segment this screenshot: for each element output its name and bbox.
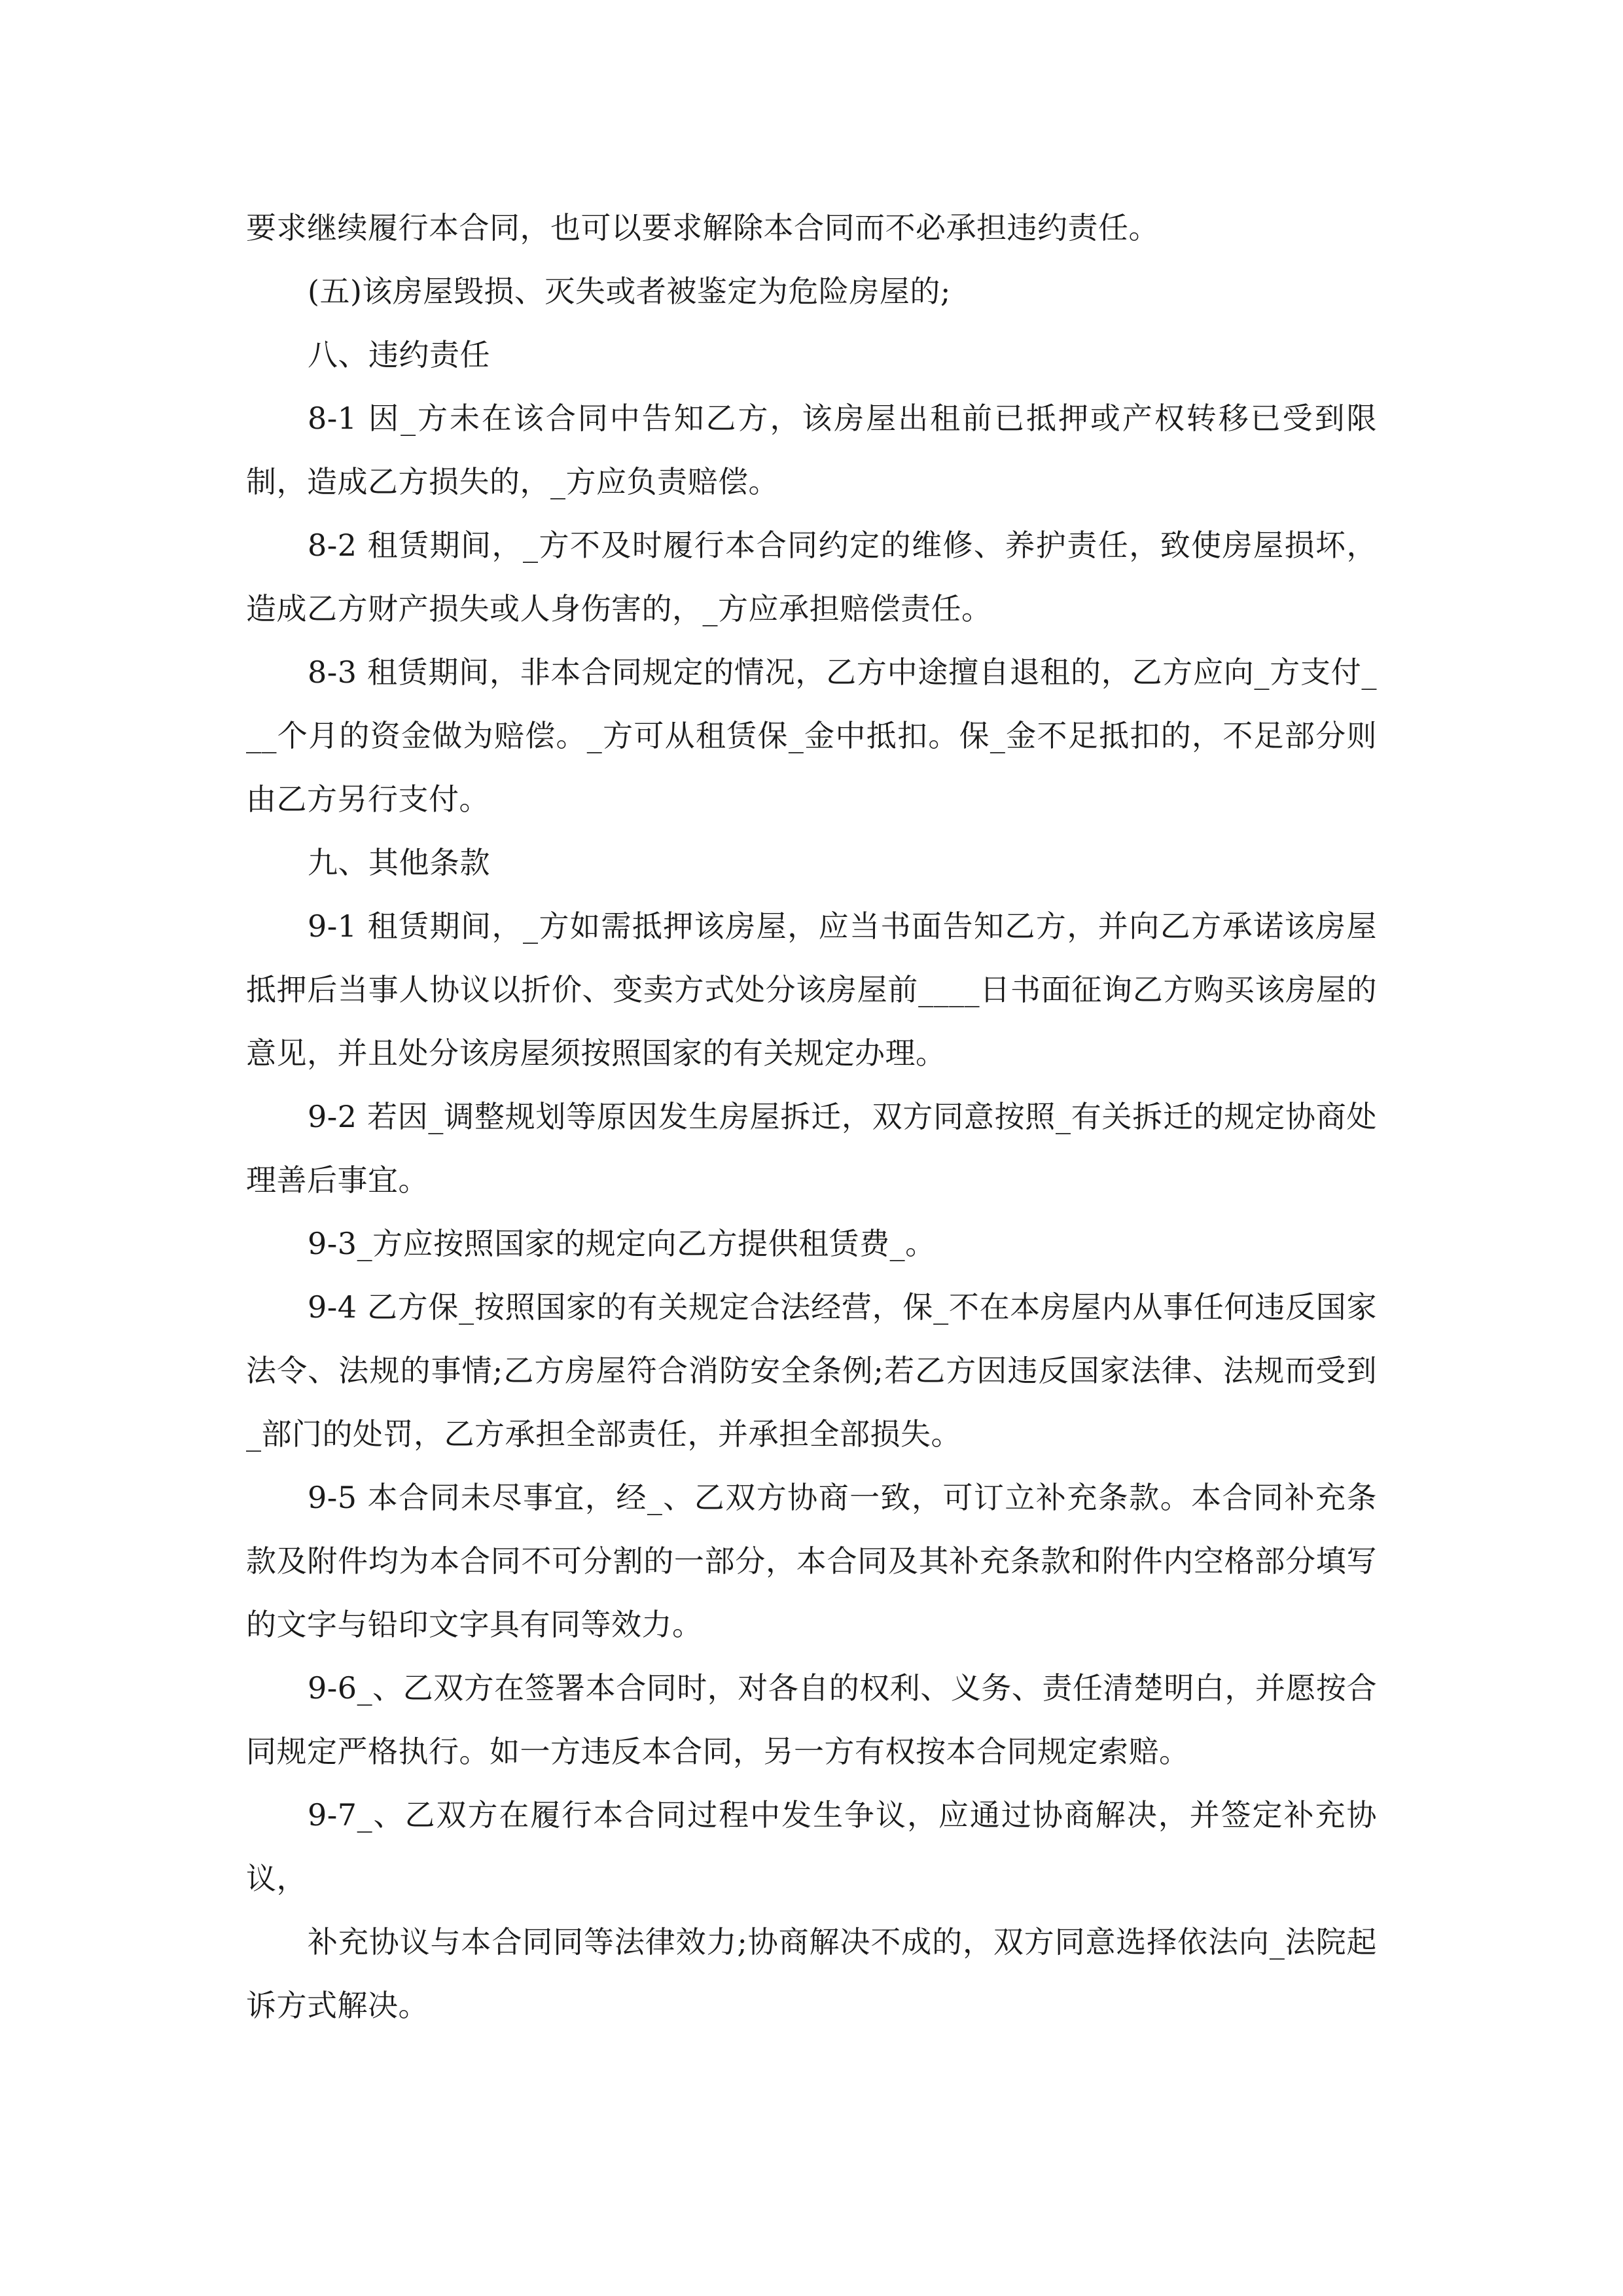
section-heading-8: 八、违约责任 (308, 337, 490, 372)
paragraph-9-1: 9-1 租赁期间，_方如需抵押该房屋，应当书面告知乙方，并向乙方承诺该房屋抵押后当事人协议以折价、变卖方式处分该房屋前____日书面征询乙方购买该房屋的意见，并且处分该房屋须按照国家的有关规定办理。 (246, 908, 1377, 1071)
document-page (246, 196, 1377, 2037)
paragraph-8-3: 8-3 租赁期间，非本合同规定的情况，乙方中途擅自退租的，乙方应向_方支付___个月的资金做为赔偿。_方可从租赁保_金中抵扣。保_金不足抵扣的，不足部分则由乙方另行支付。 (246, 655, 1377, 817)
paragraph-continuation: 要求继续履行本合同，也可以要求解除本合同而不必承担违约责任。 (246, 210, 1159, 245)
paragraph-clause-5: (五)该房屋毁损、灭失或者被鉴定为危险房屋的; (308, 274, 951, 309)
paragraph-9-7: 9-7_、乙双方在履行本合同过程中发生争议，应通过协商解决，并签定补充协议， (246, 1797, 1377, 1896)
paragraph-8-1: 8-1 因_方未在该合同中告知乙方，该房屋出租前已抵押或产权转移已受到限制，造成乙方损失的，_方应负责赔偿。 (246, 401, 1377, 499)
paragraph-9-2: 9-2 若因_调整规划等原因发生房屋拆迁，双方同意按照_有关拆迁的规定协商处理善后事宜。 (246, 1099, 1377, 1198)
section-heading-9: 九、其他条款 (308, 845, 490, 880)
paragraph-8-2: 8-2 租赁期间，_方不及时履行本合同约定的维修、养护责任，致使房屋损坏，造成乙方财产损失或人身伤害的，_方应承担赔偿责任。 (246, 528, 1377, 626)
paragraph-9-4: 9-4 乙方保_按照国家的有关规定合法经营，保_不在本房屋内从事任何违反国家法令、法规的事情;乙方房屋符合消防安全条例;若乙方因违反国家法律、法规而受到_部门的处罚，乙方承担全部责任，并承担全部损失。 (246, 1289, 1377, 1452)
paragraph-9-3: 9-3_方应按照国家的规定向乙方提供租赁费_。 (308, 1226, 936, 1261)
paragraph-9-6: 9-6_、乙双方在签署本合同时，对各自的权利、义务、责任清楚明白，并愿按合同规定严格执行。如一方违反本合同，另一方有权按本合同规定索赔。 (246, 1670, 1377, 1769)
paragraph-9-5: 9-5 本合同未尽事宜，经_、乙双方协商一致，可订立补充条款。本合同补充条款及附件均为本合同不可分割的一部分，本合同及其补充条款和附件内空格部分填写的文字与铅印文字具有同等效力。 (246, 1480, 1377, 1642)
paragraph-9-7-continued: 补充协议与本合同同等法律效力;协商解决不成的，双方同意选择依法向_法院起诉方式解决。 (246, 1924, 1377, 2023)
